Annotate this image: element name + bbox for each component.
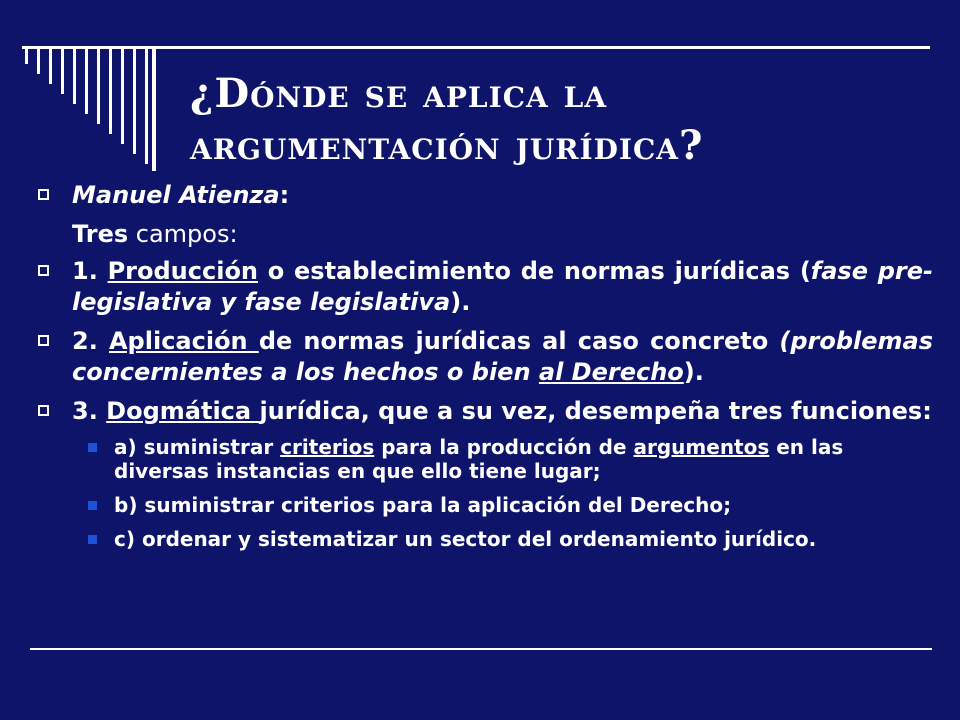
author-name: Manuel Atienza [72, 181, 280, 209]
filled-square-bullet-icon [88, 443, 97, 452]
point-1-text: o establecimiento de normas jurídicas ( [258, 257, 811, 285]
fields-line [38, 219, 933, 250]
title-line-2: argumentación jurídica? [190, 122, 704, 169]
function-a-underlined-1: criterios [280, 435, 375, 459]
filled-square-bullet-icon [88, 535, 97, 544]
title-line-1: ¿Dónde se aplica la [190, 70, 608, 117]
hollow-square-bullet-icon [38, 189, 49, 200]
point-2-number: 2. [72, 327, 109, 355]
point-3-text: jurídica, que a su vez, desempeña tres funciones: [259, 397, 932, 425]
author-colon: : [279, 181, 290, 209]
filled-square-bullet-icon [88, 501, 97, 510]
slide-title [190, 68, 930, 172]
function-c-text: c) ordenar y sistematizar un sector del ordenamiento jurídico. [114, 527, 817, 551]
function-b-text: b) suministrar criterios para la aplicación del Derecho; [114, 493, 732, 517]
point-2-italic-underlined: al Derecho [538, 358, 684, 386]
function-c [38, 527, 933, 551]
bottom-rule [30, 648, 932, 650]
function-a-text-3: en las diversas instancias en que ello tiene lugar; [114, 435, 844, 483]
point-1-italic: fase pre-legislativa y fase legislativa [72, 257, 934, 316]
fields-label: campos: [128, 220, 238, 248]
point-2-text: de normas jurídicas al caso concreto [258, 327, 780, 355]
slide-content [38, 180, 933, 561]
bullet-production [38, 256, 933, 318]
point-2-end: ). [683, 358, 704, 386]
bullet-author [38, 180, 933, 211]
bullet-dogmatics [38, 396, 933, 427]
point-3-number: 3. [72, 397, 107, 425]
bullet-application [38, 326, 933, 388]
hollow-square-bullet-icon [38, 335, 49, 346]
point-3-keyword: Dogmática [106, 397, 260, 425]
function-a-text-1: a) suministrar [114, 435, 281, 459]
point-1-keyword: Producción [107, 257, 259, 285]
point-1-number: 1. [72, 257, 108, 285]
function-b [38, 493, 933, 517]
point-2-keyword: Aplicación [108, 327, 259, 355]
fields-count: Tres [72, 220, 129, 248]
hollow-square-bullet-icon [38, 265, 49, 276]
function-a-underlined-2: argumentos [633, 435, 770, 459]
function-a [38, 435, 933, 483]
point-1-end: ). [450, 288, 471, 316]
function-a-text-2: para la producción de [374, 435, 634, 459]
hollow-square-bullet-icon [38, 405, 49, 416]
top-rule [22, 46, 930, 49]
point-2-italic: (problemas concernientes a los hechos o bien [72, 327, 934, 386]
